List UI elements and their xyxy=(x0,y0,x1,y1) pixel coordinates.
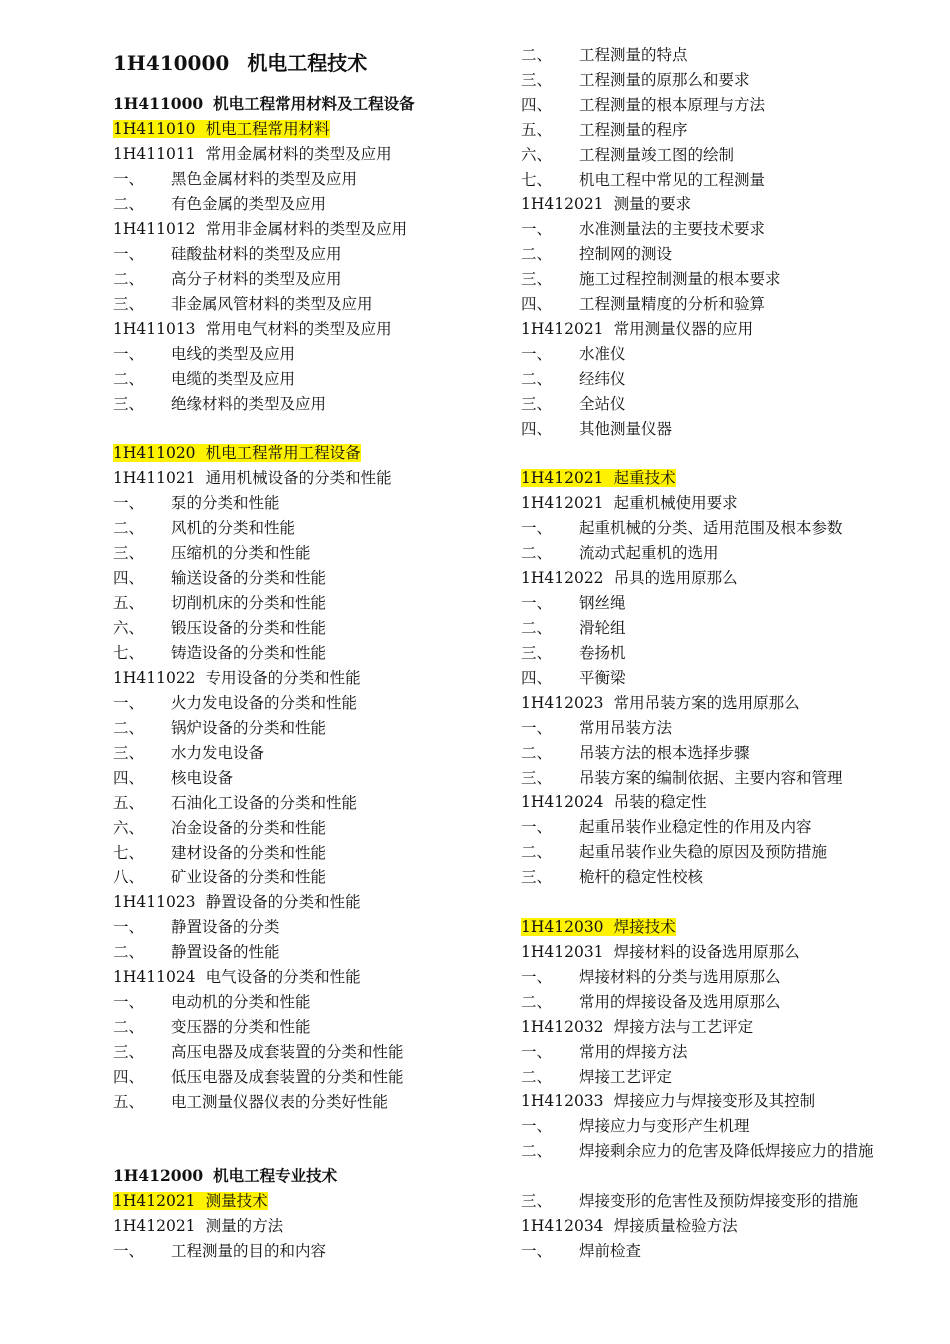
title-text: 机电工程技术 xyxy=(247,51,368,75)
list-item: 一、 常用吊装方法 xyxy=(521,719,673,737)
subsection-heading: 1H412031 焊接材料的设备选用原那么 xyxy=(521,943,800,961)
list-item: 一、 钢丝绳 xyxy=(521,594,626,612)
subsection-heading: 1H411013 常用电气材料的类型及应用 xyxy=(113,320,392,338)
list-item: 一、 泵的分类和性能 xyxy=(113,494,280,512)
list-item: 八、 矿业设备的分类和性能 xyxy=(113,868,327,886)
subsection-heading: 1H411012 常用非金属材料的类型及应用 xyxy=(113,220,408,238)
list-item: 三、 工程测量的原那么和要求 xyxy=(521,71,750,89)
section-heading-highlighted: 1H411020 机电工程常用工程设备 xyxy=(113,444,361,462)
list-item: 一、 电动机的分类和性能 xyxy=(113,993,311,1011)
list-item: 三、 施工过程控制测量的根本要求 xyxy=(521,270,781,288)
list-item: 四、 工程测量的根本原理与方法 xyxy=(521,96,766,114)
list-item: 一、 起重吊装作业稳定性的作用及内容 xyxy=(521,818,812,836)
subsection-heading: 1H412021 常用测量仪器的应用 xyxy=(521,320,754,338)
subsection-heading: 1H411022 专用设备的分类和性能 xyxy=(113,669,361,687)
list-item: 四、 低压电器及成套装置的分类和性能 xyxy=(113,1068,404,1086)
chapter-heading: 1H411000 机电工程常用材料及工程设备 xyxy=(113,94,415,113)
list-item: 二、 控制网的测设 xyxy=(521,245,673,263)
list-item: 四、 输送设备的分类和性能 xyxy=(113,569,327,587)
list-item: 三、 高压电器及成套装置的分类和性能 xyxy=(113,1043,404,1061)
list-item: 二、 静置设备的性能 xyxy=(113,943,280,961)
list-item: 二、 经纬仪 xyxy=(521,370,626,388)
list-item: 二、 有色金属的类型及应用 xyxy=(113,195,327,213)
list-item: 七、 建材设备的分类和性能 xyxy=(113,844,327,862)
title-code: 1H410000 xyxy=(113,51,230,75)
list-item: 二、 风机的分类和性能 xyxy=(113,519,296,537)
list-item: 二、 焊接剩余应力的危害及降低焊接应力的措施 xyxy=(521,1142,874,1160)
list-item: 二、 变压器的分类和性能 xyxy=(113,1018,311,1036)
list-item: 三、 压缩机的分类和性能 xyxy=(113,544,311,562)
subsection-heading: 1H412032 焊接方法与工艺评定 xyxy=(521,1018,754,1036)
list-item: 一、 焊接应力与变形产生机理 xyxy=(521,1117,750,1135)
list-item: 一、 常用的焊接方法 xyxy=(521,1043,688,1061)
list-item: 五、 工程测量的程序 xyxy=(521,121,688,139)
list-item: 一、 水准测量法的主要技术要求 xyxy=(521,220,766,238)
list-item: 一、 工程测量的目的和内容 xyxy=(113,1242,327,1260)
list-item: 二、 工程测量的特点 xyxy=(521,46,688,64)
list-item: 三、 吊装方案的编制依据、主要内容和管理 xyxy=(521,769,843,787)
list-item: 二、 起重吊装作业失稳的原因及预防措施 xyxy=(521,843,828,861)
list-item: 一、 静置设备的分类 xyxy=(113,918,280,936)
list-item: 一、 黑色金属材料的类型及应用 xyxy=(113,170,358,188)
list-item: 三、 卷扬机 xyxy=(521,644,626,662)
subsection-heading: 1H411023 静置设备的分类和性能 xyxy=(113,893,361,911)
list-item: 一、 焊接材料的分类与选用原那么 xyxy=(521,968,781,986)
list-item: 五、 电工测量仪器仪表的分类好性能 xyxy=(113,1093,389,1111)
list-item: 三、 绝缘材料的类型及应用 xyxy=(113,395,327,413)
list-item: 一、 硅酸盐材料的类型及应用 xyxy=(113,245,342,263)
section-heading-highlighted: 1H412021 测量技术 xyxy=(113,1192,268,1210)
list-item: 三、 桅杆的稳定性校核 xyxy=(521,868,704,886)
subsection-heading: 1H412021 起重机械使用要求 xyxy=(521,494,738,512)
list-item: 二、 滑轮组 xyxy=(521,619,626,637)
chapter-heading: 1H412000 机电工程专业技术 xyxy=(113,1166,338,1185)
subsection-heading: 1H412021 测量的要求 xyxy=(521,195,692,213)
list-item: 六、 工程测量竣工图的绘制 xyxy=(521,146,735,164)
list-item: 三、 焊接变形的危害性及预防焊接变形的措施 xyxy=(521,1192,859,1210)
list-item: 七、 机电工程中常见的工程测量 xyxy=(521,171,766,189)
list-item: 一、 起重机械的分类、适用范围及根本参数 xyxy=(521,519,843,537)
list-item: 三、 水力发电设备 xyxy=(113,744,265,762)
section-heading-highlighted: 1H412030 焊接技术 xyxy=(521,918,676,936)
list-item: 五、 切削机床的分类和性能 xyxy=(113,594,327,612)
subsection-heading: 1H412023 常用吊装方案的选用原那么 xyxy=(521,694,800,712)
list-item: 一、 电线的类型及应用 xyxy=(113,345,296,363)
list-item: 二、 锅炉设备的分类和性能 xyxy=(113,719,327,737)
subsection-heading: 1H412021 测量的方法 xyxy=(113,1217,284,1235)
section-heading-highlighted: 1H412021 起重技术 xyxy=(521,469,676,487)
list-item: 四、 其他测量仪器 xyxy=(521,420,673,438)
subsection-heading: 1H412033 焊接应力与焊接变形及其控制 xyxy=(521,1092,816,1110)
list-item: 四、 平衡梁 xyxy=(521,669,626,687)
list-item: 二、 高分子材料的类型及应用 xyxy=(113,270,342,288)
list-item: 三、 非金属风管材料的类型及应用 xyxy=(113,295,373,313)
section-heading-highlighted: 1H411010 机电工程常用材料 xyxy=(113,120,330,138)
subsection-heading: 1H412022 吊具的选用原那么 xyxy=(521,569,738,587)
list-item: 七、 铸造设备的分类和性能 xyxy=(113,644,327,662)
list-item: 六、 冶金设备的分类和性能 xyxy=(113,819,327,837)
list-item: 四、 工程测量精度的分析和验算 xyxy=(521,295,766,313)
subsection-heading: 1H412034 焊接质量检验方法 xyxy=(521,1217,738,1235)
document-title xyxy=(113,50,367,76)
list-item: 一、 焊前检查 xyxy=(521,1242,642,1260)
list-item: 二、 焊接工艺评定 xyxy=(521,1068,673,1086)
list-item: 二、 常用的焊接设备及选用原那么 xyxy=(521,993,781,1011)
subsection-heading: 1H411011 常用金属材料的类型及应用 xyxy=(113,145,392,163)
list-item: 五、 石油化工设备的分类和性能 xyxy=(113,794,358,812)
list-item: 四、 核电设备 xyxy=(113,769,234,787)
list-item: 二、 吊装方法的根本选择步骤 xyxy=(521,744,750,762)
list-item: 一、 火力发电设备的分类和性能 xyxy=(113,694,358,712)
subsection-heading: 1H411024 电气设备的分类和性能 xyxy=(113,968,361,986)
subsection-heading: 1H412024 吊装的稳定性 xyxy=(521,793,707,811)
list-item: 二、 流动式起重机的选用 xyxy=(521,544,719,562)
list-item: 三、 全站仪 xyxy=(521,395,626,413)
list-item: 二、 电缆的类型及应用 xyxy=(113,370,296,388)
subsection-heading: 1H411021 通用机械设备的分类和性能 xyxy=(113,469,392,487)
list-item: 一、 水准仪 xyxy=(521,345,626,363)
list-item: 六、 锻压设备的分类和性能 xyxy=(113,619,327,637)
